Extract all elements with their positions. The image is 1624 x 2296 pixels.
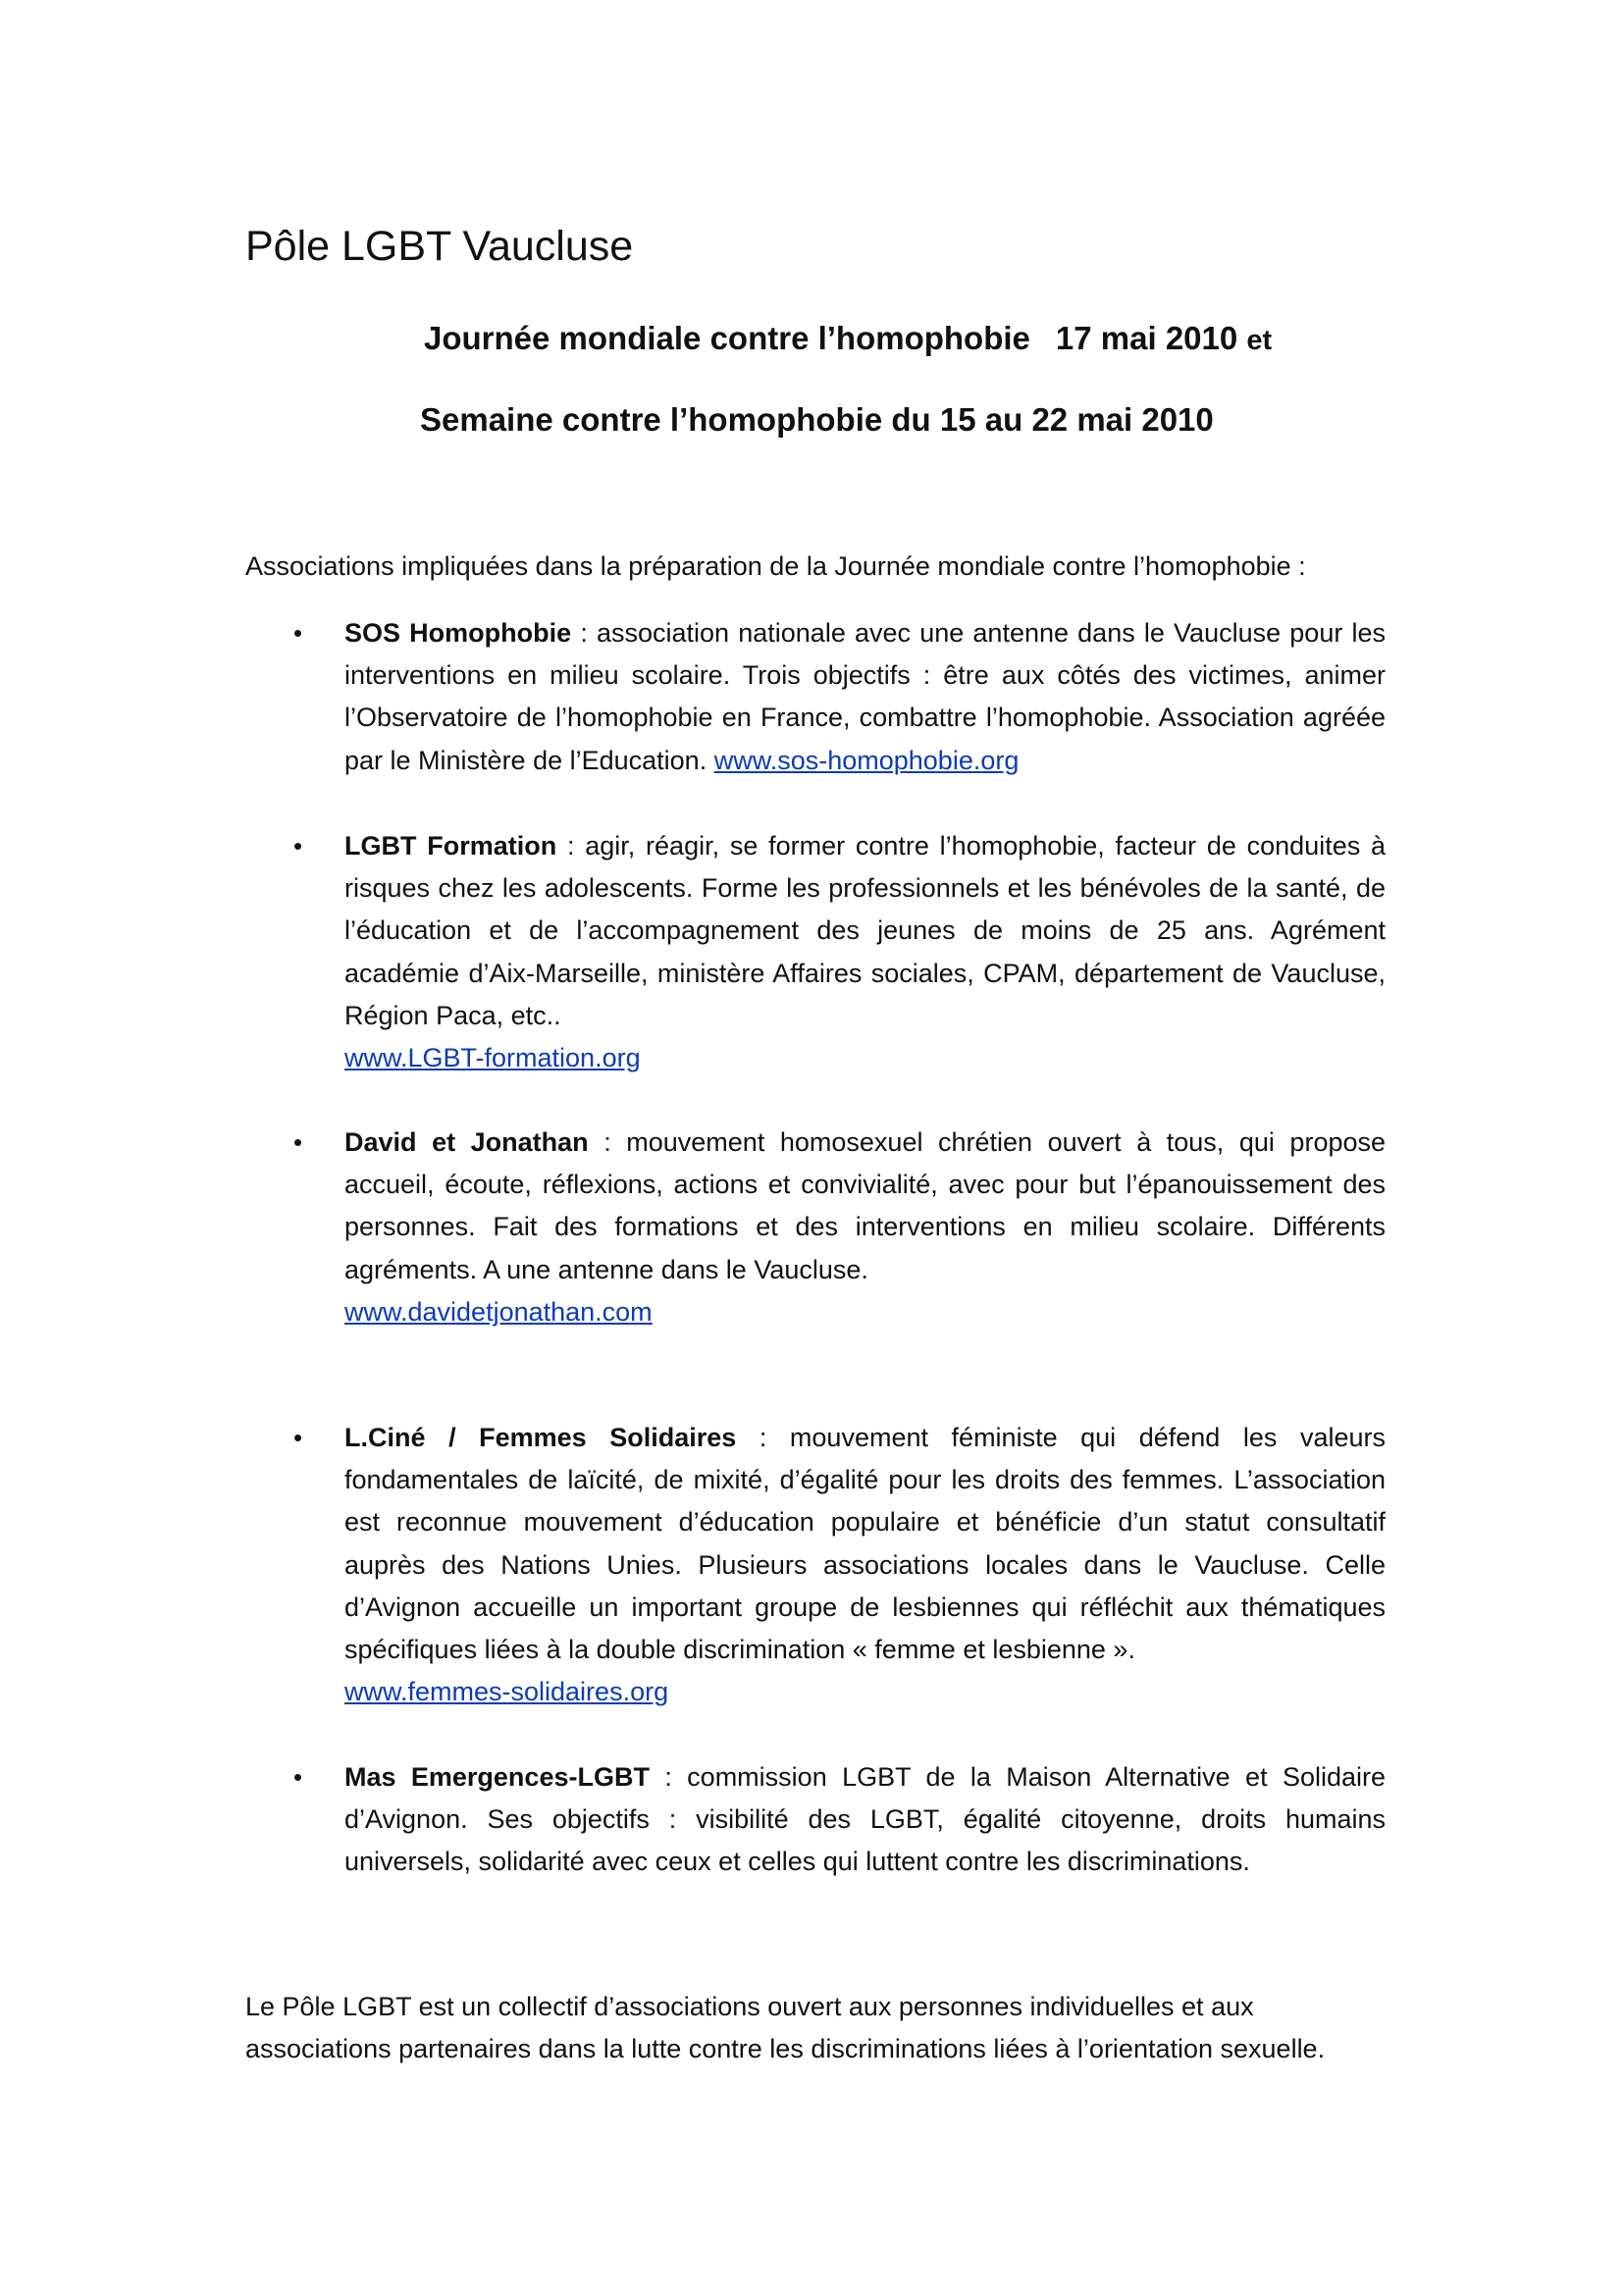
association-description: : commission LGBT de la Maison Alternative et Solidaire d’Avignon. Ses objectifs : visibilité des LGBT, égalité citoyenne, droits humains universels, solidarité avec ceux et celles qui luttent contre les discriminations. bbox=[344, 1762, 1386, 1877]
association-description: : association nationale avec une antenne dans le Vaucluse pour les interventions en milieu scolaire. Trois objectifs : être aux côtés des victimes, animer l’Observatoire de l’homophobie en France, combattre l’homophobie. Association agréée par le Ministère de l’Education. bbox=[344, 618, 1387, 775]
association-text bbox=[344, 1756, 1386, 1884]
headline-week: Semaine contre l’homophobie du 15 au 22 mai 2010 bbox=[420, 401, 1214, 438]
headline-world-day-suffix: et bbox=[1246, 325, 1273, 356]
association-text bbox=[344, 825, 1386, 1079]
headline-world-day bbox=[424, 319, 1272, 358]
association-text bbox=[344, 1122, 1386, 1333]
headline-world-day-date: 17 mai 2010 bbox=[1055, 320, 1238, 356]
association-link[interactable]: www.sos-homophobie.org bbox=[713, 745, 1020, 775]
association-item-sos-homophobie bbox=[245, 612, 1386, 782]
association-link[interactable]: www.LGBT-formation.org bbox=[344, 1043, 641, 1073]
association-link[interactable]: www.femmes-solidaires.org bbox=[344, 1677, 669, 1707]
footer-paragraph: Le Pôle LGBT est un collectif d’associations ouvert aux personnes individuelles et aux associations partenaires dans la lutte contre les discriminations liées à l’orientation sexuelle. bbox=[245, 1992, 1326, 2063]
association-item-david-et-jonathan bbox=[245, 1122, 1386, 1333]
bullet-icon: • bbox=[293, 1127, 303, 1157]
association-name: L.Ciné / Femmes Solidaires bbox=[344, 1423, 737, 1452]
headline-world-day-title: Journée mondiale contre l’homophobie bbox=[424, 320, 1030, 356]
bullet-icon: • bbox=[293, 618, 303, 648]
association-description: : mouvement homosexuel chrétien ouvert à tous, qui propose accueil, écoute, réflexions, actions et convivialité, avec pour but l’épanouissement des personnes. Fait des formations et des interventions en milieu scolaire. Différents agréments. A une antenne dans le Vaucluse. bbox=[344, 1127, 1387, 1284]
association-name: LGBT Formation bbox=[344, 831, 557, 861]
association-item-lgbt-formation bbox=[245, 825, 1386, 1079]
association-item-femmes-solidaires bbox=[245, 1417, 1386, 1713]
association-text bbox=[344, 1417, 1386, 1713]
bullet-icon: • bbox=[293, 1423, 303, 1452]
association-item-mas-emergences bbox=[245, 1756, 1386, 1884]
association-name: David et Jonathan bbox=[344, 1127, 589, 1157]
association-name: SOS Homophobie bbox=[344, 618, 572, 648]
bullet-icon: • bbox=[293, 831, 303, 861]
association-description: : mouvement féministe qui défend les valeurs fondamentales de laïcité, de mixité, d’égalité pour les droits des femmes. L’association est reconnue mouvement d’éducation populaire et bénéficie d’un statut consultatif auprès des Nations Unies. Plusieurs associations locales dans le Vaucluse. Celle d’Avignon accueille un important groupe de lesbiennes qui réfléchit aux thématiques spécifiques liées à la double discrimination « femme et lesbienne ». bbox=[344, 1423, 1386, 1665]
bullet-icon: • bbox=[293, 1762, 303, 1792]
association-link[interactable]: www.davidetjonathan.com bbox=[344, 1296, 653, 1327]
association-name: Mas Emergences-LGBT bbox=[344, 1762, 650, 1792]
association-text bbox=[344, 612, 1386, 782]
association-description: : agir, réagir, se former contre l’homophobie, facteur de conduites à risques chez les adolescents. Forme les professionnels et les bénévoles de la santé, de l’éducation et de l’accompagnement des jeunes de moins de 25 ans. Agrément académie d’Aix-Marseille, ministère Affaires sociales, CPAM, département de Vaucluse, Région Paca, etc.. bbox=[344, 831, 1387, 1030]
organization-title: Pôle LGBT Vaucluse bbox=[245, 223, 634, 270]
intro-paragraph: Associations impliquées dans la préparation de la Journée mondiale contre l’homophobie : bbox=[245, 551, 1306, 581]
